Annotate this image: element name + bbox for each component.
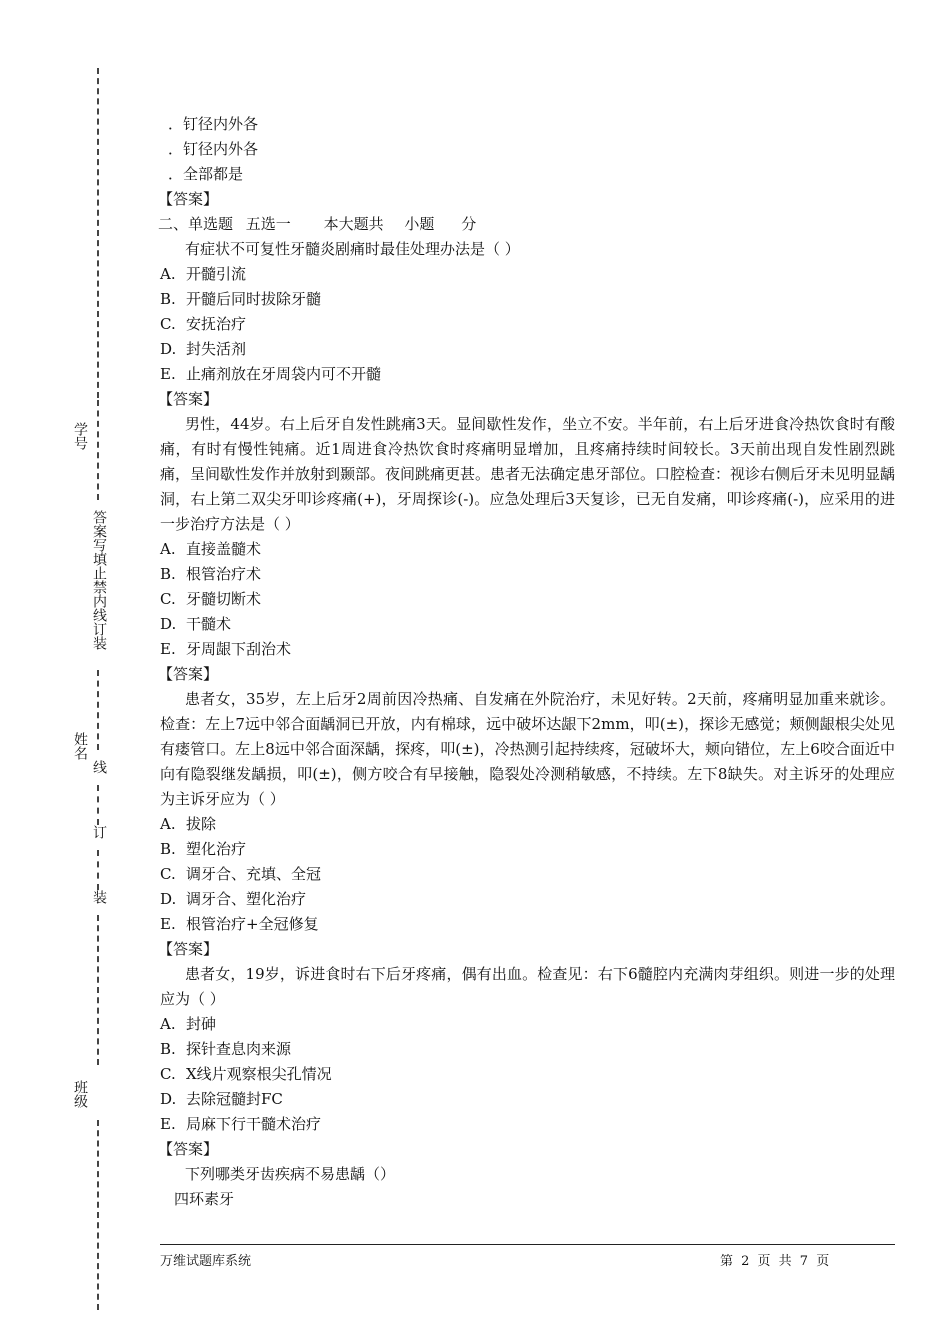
question-3-option-c[interactable]: C. 调牙合、充填、全冠 bbox=[160, 865, 322, 883]
question-3-stem: 患者女，35岁，左上后牙2周前因冷热痛、自发痛在外院治疗，未见好转。2天前，疼痛明显加重来就诊。检查：左上7远中邻合面龋洞已开放，内有棉球，远中破坏达龈下2mm，叩(±)，探诊无感觉；颊侧龈根尖处见有瘘管口。左上8远中邻合面深龋，探疼，叩(±)，冷热测引起持续疼，冠破坏大，颊向错位，左上6咬合面近中向有隐裂继发龋损，叩(±)，侧方咬合有早接触，隐裂处冷测稍敏感，不持续。左下8缺失。对主诉牙的处理应为主诉牙应为（ ） bbox=[160, 690, 895, 808]
binding-margin bbox=[60, 60, 110, 1310]
question-1-stem: 有症状不可复性牙髓炎剧痛时最佳处理办法是（ ） bbox=[185, 240, 520, 258]
answer-label: 【答案】 bbox=[158, 190, 219, 208]
section-number: 二、单选题 bbox=[158, 215, 234, 233]
section-heading bbox=[158, 212, 895, 237]
question-4-option-c[interactable]: C. X线片观察根尖孔情况 bbox=[160, 1065, 332, 1083]
question-2-option-b[interactable]: B. 根管治疗术 bbox=[160, 565, 262, 583]
question-3-option-a[interactable]: A. 拔除 bbox=[160, 815, 217, 833]
footer-system-name: 万维试题库系统 bbox=[160, 1254, 252, 1269]
footer-rule bbox=[160, 1244, 895, 1245]
class-label: 班级 bbox=[72, 1080, 88, 1108]
question-4-option-a[interactable]: A. 封砷 bbox=[160, 1015, 217, 1033]
seal-dash-line-4 bbox=[97, 785, 99, 825]
answer-label: 【答案】 bbox=[158, 940, 219, 958]
seal-word-line: 线 bbox=[91, 760, 107, 774]
question-4-option-e[interactable]: E. 局麻下行干髓术治疗 bbox=[160, 1115, 322, 1133]
question-3-option-d[interactable]: D. 调牙合、塑化治疗 bbox=[160, 890, 307, 908]
question-2-option-d[interactable]: D. 干髓术 bbox=[160, 615, 232, 633]
seal-dash-line-7 bbox=[97, 1120, 99, 1310]
question-1-option-b[interactable]: B. 开髓后同时拔除牙髓 bbox=[160, 290, 322, 308]
answer-label: 【答案】 bbox=[158, 390, 219, 408]
section-count: 小题 bbox=[404, 215, 435, 233]
answer-label: 【答案】 bbox=[158, 665, 219, 683]
question-1-option-c[interactable]: C. 安抚治疗 bbox=[160, 315, 247, 333]
question-1-option-e[interactable]: E. 止痛剂放在牙周袋内可不开髓 bbox=[160, 365, 382, 383]
seal-dash-line-5 bbox=[97, 850, 99, 890]
seal-word-bind: 订 bbox=[91, 825, 107, 839]
seal-notice: 答案写填止禁内线订装 bbox=[91, 510, 107, 650]
exam-content bbox=[160, 112, 895, 1212]
answer-label: 【答案】 bbox=[158, 1140, 219, 1158]
question-5-option-1[interactable]: 四环素牙 bbox=[174, 1190, 235, 1208]
question-1-option-d[interactable]: D. 封失活剂 bbox=[160, 340, 247, 358]
question-2-stem: 男性，44岁。右上后牙自发性跳痛3天。显间歇性发作，坐立不安。半年前，右上后牙进食冷热饮食时有酸痛，有时有慢性钝痛。近1周进食冷热饮食时疼痛明显增加，且疼痛持续时间较长。3天前出现自发性剧烈跳痛，呈间歇性发作并放射到颞部。夜间跳痛更甚。患者无法确定患牙部位。口腔检查：视诊右侧后牙未见明显龋洞，右上第二双尖牙叩诊疼痛(+)，牙周探诊(-)。应急处理后3天复诊，已无自发痛，叩诊疼痛(-)，应采用的进一步治疗方法是（ ） bbox=[160, 415, 896, 533]
top-option-1: ．钉径内外各 bbox=[168, 115, 259, 133]
question-4-option-b[interactable]: B. 探针查息肉来源 bbox=[160, 1040, 292, 1058]
seal-dash-line-3 bbox=[97, 670, 99, 750]
section-type: 五选一 bbox=[245, 215, 291, 233]
seal-word-pack: 装 bbox=[91, 890, 107, 904]
footer-page-number: 第 2 页 共 7 页 bbox=[720, 1254, 830, 1269]
question-1-option-a[interactable]: A. 开髓引流 bbox=[160, 265, 247, 283]
question-2-option-e[interactable]: E. 牙周龈下刮治术 bbox=[160, 640, 292, 658]
question-4-option-d[interactable]: D. 去除冠髓封FC bbox=[160, 1090, 283, 1108]
question-5-stem: 下列哪类牙齿疾病不易患龋（） bbox=[185, 1165, 396, 1183]
seal-dash-line-6 bbox=[97, 915, 99, 1065]
seal-dash-line-2 bbox=[97, 400, 99, 500]
seal-dash-line-1 bbox=[97, 68, 99, 398]
section-desc: 本大题共 bbox=[323, 215, 384, 233]
question-3-option-e[interactable]: E. 根管治疗+全冠修复 bbox=[160, 915, 319, 933]
top-option-3: ．全部都是 bbox=[168, 165, 244, 183]
section-score: 分 bbox=[461, 215, 477, 233]
question-4-stem: 患者女，19岁，诉进食时右下后牙疼痛，偶有出血。检查见：右下6髓腔内充满肉芽组织。则进一步的处理应为（ ） bbox=[160, 965, 895, 1008]
name-label: 姓名 bbox=[72, 732, 88, 760]
student-number-label: 学号 bbox=[72, 422, 88, 450]
question-2-option-a[interactable]: A. 直接盖髓术 bbox=[160, 540, 262, 558]
question-2-option-c[interactable]: C. 牙髓切断术 bbox=[160, 590, 262, 608]
question-3-option-b[interactable]: B. 塑化治疗 bbox=[160, 840, 247, 858]
top-option-2: ．钉径内外各 bbox=[168, 140, 259, 158]
